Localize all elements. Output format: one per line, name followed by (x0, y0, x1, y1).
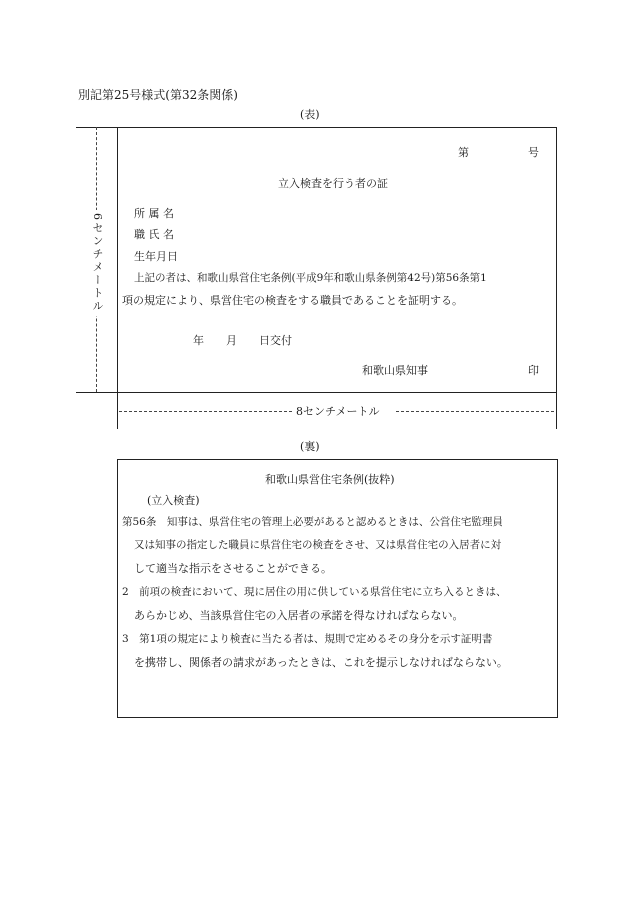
back-label: (裏) (300, 440, 320, 453)
issuer: 和歌山県知事 (362, 364, 428, 377)
article-line3: して適当な指示をさせることができる。 (134, 562, 332, 575)
number-go: 号 (528, 146, 539, 159)
paragraph2-line1: 2 前項の検査において、現に居住の用に供している県営住宅に立ち入るときは、 (122, 586, 507, 598)
width-dimension-line-left (119, 411, 292, 412)
field-title-name: 職 氏 名 (134, 228, 174, 241)
certification-text-line1: 上記の者は、和歌山県営住宅条例(平成9年和歌山県条例第42号)第56条第1 (134, 272, 487, 284)
height-dimension-label: 6センチメートル (89, 210, 105, 316)
form-title: 別記第25号様式(第32条関係) (78, 88, 238, 102)
front-left-border (117, 127, 118, 429)
width-dimension-label: 8センチメートル (296, 405, 380, 418)
front-right-border (556, 127, 557, 429)
back-title: 和歌山県営住宅条例(抜粋) (265, 473, 395, 486)
article-line1: 第56条 知事は、県営住宅の管理上必要があると認めるときは、公営住宅監理員 (122, 516, 503, 528)
front-label: (表) (300, 108, 320, 121)
number-dai: 第 (458, 146, 469, 159)
certification-text-line2: 項の規定により、県営住宅の検査をする職員であることを証明する。 (122, 294, 463, 307)
front-bottom-border (76, 392, 557, 393)
article-line2: 又は知事の指定した職員に県営住宅の検査をさせ、又は県営住宅の入居者に対 (134, 539, 502, 551)
width-dimension-line-right (396, 411, 554, 412)
front-top-border (76, 127, 557, 128)
field-affiliation: 所 属 名 (134, 207, 174, 220)
field-birthdate: 生年月日 (134, 250, 178, 263)
seal-mark: 印 (528, 364, 539, 377)
card-title: 立入検査を行う者の証 (278, 177, 388, 190)
paragraph3-line1: 3 第1項の規定により検査に当たる者は、規則で定めるその身分を示す証明書 (122, 633, 493, 645)
back-subtitle: (立入検査) (147, 494, 200, 507)
paragraph2-line2: あらかじめ、当該県営住宅の入居者の承諾を得なければならない。 (134, 609, 464, 622)
paragraph3-line2: を携帯し、関係者の請求があったときは、これを提示しなければならない。 (134, 656, 508, 669)
issue-date: 年 月 日交付 (193, 334, 292, 347)
